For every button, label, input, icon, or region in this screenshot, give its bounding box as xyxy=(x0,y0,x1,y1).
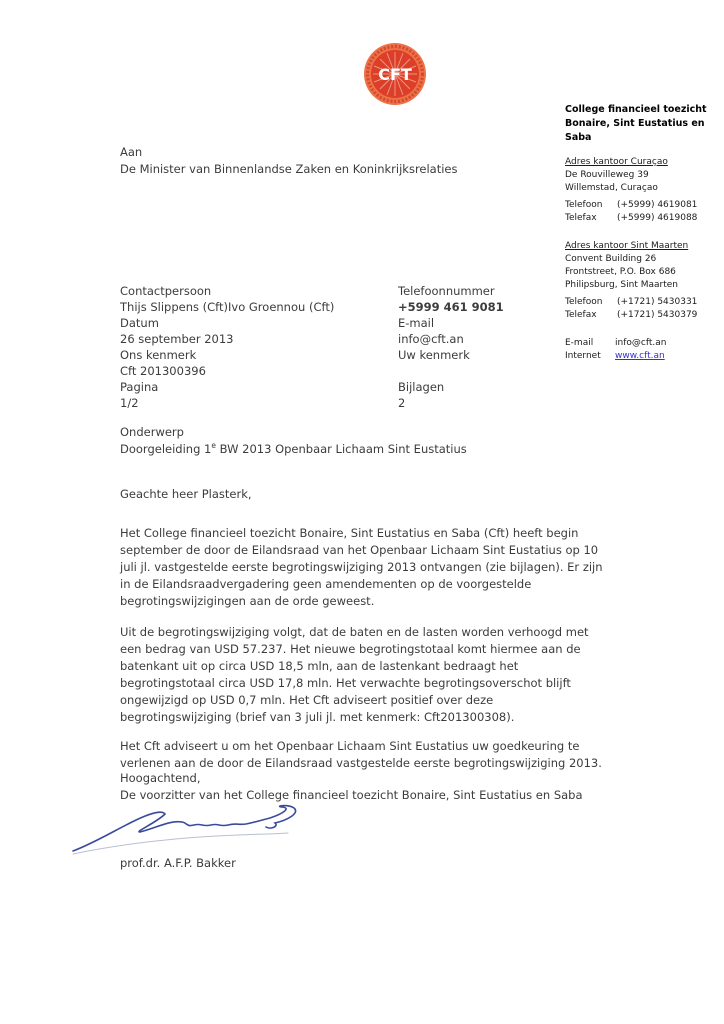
signature-icon xyxy=(70,804,314,858)
recipient-block xyxy=(120,144,608,178)
closing-block xyxy=(120,770,608,804)
meta-label: Pagina xyxy=(120,380,159,394)
body-paragraph-3: Het Cft adviseert u om het Openbaar Lichaam Sint Eustatius uw goedkeuring te verlenen aan de door de Eilandsraad vastgestelde eerste begrotingswijziging 2013. xyxy=(120,738,602,770)
meta-left-column xyxy=(120,283,398,411)
meta-value-ons-kenmerk: Cft 201300396 xyxy=(120,364,206,378)
fax-label: Telefax xyxy=(565,310,597,320)
meta-label: E-mail xyxy=(398,316,435,330)
meta-value-uw-kenmerk xyxy=(398,363,608,379)
cft-logo-icon xyxy=(363,42,427,106)
meta-value-datum: 26 september 2013 xyxy=(120,332,234,346)
recipient-name: De Minister van Binnenlandse Zaken en Koninkrijksrelaties xyxy=(120,162,458,176)
subject-block xyxy=(120,424,608,458)
salutation: Geachte heer Plasterk, xyxy=(120,487,252,501)
closing-role: De voorzitter van het College financieel toezicht Bonaire, Sint Eustatius en Saba xyxy=(120,788,583,802)
website-link[interactable]: www.cft.an xyxy=(615,351,665,361)
meta-label: Datum xyxy=(120,316,159,330)
meta-value-contactpersoon: Thijs Slippens (Cft)Ivo Groennou (Cft) xyxy=(120,300,335,314)
phone-value: (+5999) 4619081 xyxy=(617,200,698,210)
email-value: info@cft.an xyxy=(615,338,667,348)
cft-logo xyxy=(363,42,427,106)
body-paragraph-2: Uit de begrotingswijziging volgt, dat de baten en de lasten worden verhoogd met een bedrag van USD 57.237. Het nieuwe begrotingstotaal komt hiermee aan de batenkant uit op circa USD 18,5 mln, aan de lastenkant bedraagt het begrotingstotaal circa USD 17,8 mln. Het verwachte begrotingsoverschot blijft ongewijzigd op USD 0,7 mln. Het Cft adviseert positief over deze begrotingswijziging (brief van 3 juli jl. met kenmerk: Cft201300308). xyxy=(120,624,589,724)
office-curacao-address-line: Willemstad, Curaçao xyxy=(565,183,658,193)
meta-label: Uw kenmerk xyxy=(398,348,470,362)
fax-value: (+5999) 4619088 xyxy=(617,213,698,223)
phone-value: (+1721) 5430331 xyxy=(617,297,698,307)
cft-logo-text: CFT xyxy=(378,65,412,84)
subject-superscript: e xyxy=(211,441,216,451)
phone-label: Telefoon xyxy=(565,200,603,210)
meta-value-bijlagen: 2 xyxy=(398,396,406,410)
body-paragraph-1: Het College financieel toezicht Bonaire, Sint Eustatius en Saba (Cft) heeft begin september de door de Eilandsraad van het Openbaar Lichaam Sint Eustatius op 10 juli jl. vastgestelde eerste begrotingswijziging 2013 ontvangen (zie bijlagen). Er zijn in de Eilandsraadvergadering geen amendementen op de voorgestelde begrotingswijzigingen aan de orde geweest. xyxy=(120,525,603,608)
handwritten-signature xyxy=(70,804,314,858)
subject-value: Doorgeleiding 1e BW 2013 Openbaar Lichaam Sint Eustatius xyxy=(120,441,467,456)
office-curacao-address-line: De Rouvilleweg 39 xyxy=(565,170,649,180)
subject-label: Onderwerp xyxy=(120,425,184,439)
fax-value: (+1721) 5430379 xyxy=(617,310,698,320)
office-sint-maarten-heading: Adres kantoor Sint Maarten xyxy=(565,241,689,251)
meta-value-email: info@cft.an xyxy=(398,332,464,346)
meta-right-column xyxy=(398,283,608,411)
org-name: College financieel toezicht Bonaire, Sint Eustatius en Saba xyxy=(565,104,707,143)
meta-value-telefoonnummer: +5999 461 9081 xyxy=(398,300,504,314)
meta-label: Ons kenmerk xyxy=(120,348,197,362)
fax-label: Telefax xyxy=(565,213,597,223)
office-sint-maarten-address-line: Philipsburg, Sint Maarten xyxy=(565,280,679,290)
signer-name: prof.dr. A.F.P. Bakker xyxy=(120,856,236,870)
meta-label: Contactpersoon xyxy=(120,284,212,298)
office-curacao-phones xyxy=(565,199,717,225)
phone-label: Telefoon xyxy=(565,297,603,307)
letter-meta-block xyxy=(120,283,608,411)
meta-value-pagina: 1/2 xyxy=(120,396,139,410)
email-label: E-mail xyxy=(565,338,594,348)
recipient-label: Aan xyxy=(120,145,143,159)
meta-label: Bijlagen xyxy=(398,380,445,394)
closing-word: Hoogachtend, xyxy=(120,771,201,785)
meta-label: Telefoonnummer xyxy=(398,284,495,298)
office-sint-maarten-address-line: Convent Building 26 xyxy=(565,254,657,264)
internet-label: Internet xyxy=(565,351,601,361)
office-curacao-heading: Adres kantoor Curaçao xyxy=(565,157,668,167)
office-sint-maarten-address-line: Frontstreet, P.O. Box 686 xyxy=(565,267,676,277)
